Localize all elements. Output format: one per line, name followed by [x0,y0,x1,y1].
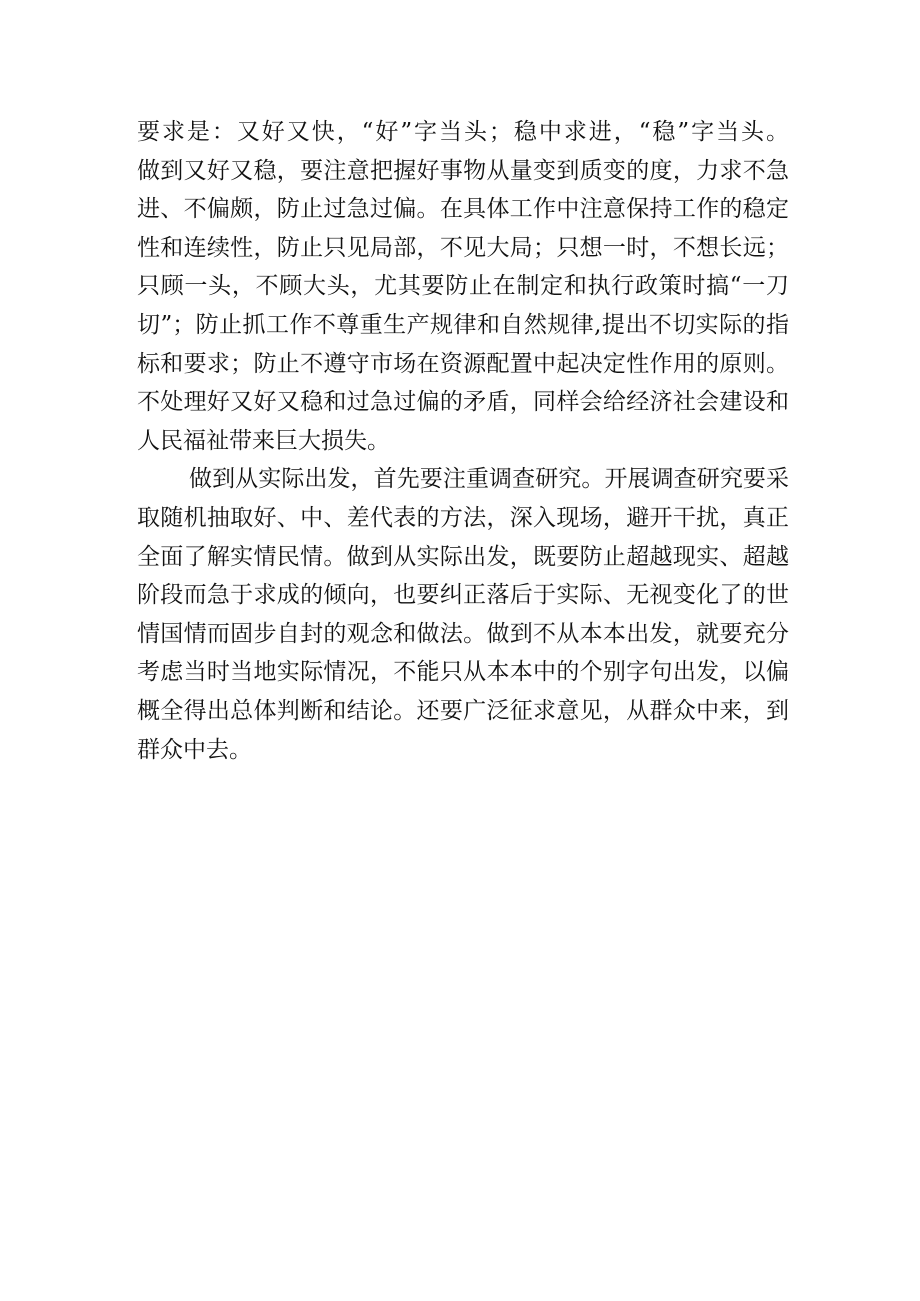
text-line: 切”；防止抓工作不尊重生产规律和自然规律,提出不切实际的指 [137,311,789,338]
paragraph-1 [137,113,789,460]
document-body [137,113,789,769]
text-line: 做到又好又稳，要注意把握好事物从量变到质变的度，力求不急 [137,157,789,184]
text-line: 考虑当时当地实际情况，不能只从本本中的个别字句出发，以偏 [137,659,789,686]
text-line: 只顾一头，不顾大头，尤其要防止在制定和执行政策时搞“一刀 [137,273,789,300]
text-line: 人民福祉带来巨大损失。 [137,427,390,454]
text-line: 取随机抽取好、中、差代表的方法，深入现场，避开干扰，真正 [137,504,789,531]
text-line: 进、不偏颇，防止过急过偏。在具体工作中注意保持工作的稳定 [137,196,789,223]
text-line: 做到从实际出发，首先要注重调查研究。开展调查研究要采 [189,466,789,493]
text-line: 全面了解实情民情。做到从实际出发，既要防止超越现实、超越 [137,543,789,570]
text-line: 要求是：又好又快，“好”字当头；稳中求进，“稳”字当头。 [137,119,789,145]
text-line: 性和连续性，防止只见局部，不见大局；只想一时，不想长远； [137,234,789,261]
text-line: 不处理好又好又稳和过急过偏的矛盾，同样会给经济社会建设和 [137,389,789,416]
text-line: 概全得出总体判断和结论。还要广泛征求意见，从群众中来，到 [137,697,789,724]
text-line: 标和要求；防止不遵守市场在资源配置中起决定性作用的原则。 [137,350,789,377]
text-line: 情国情而固步自封的观念和做法。做到不从本本出发，就要充分 [137,620,789,647]
text-line: 阶段而急于求成的倾向，也要纠正落后于实际、无视变化了的世 [137,582,789,609]
text-line: 群众中去。 [137,736,252,763]
paragraph-2 [137,460,789,769]
